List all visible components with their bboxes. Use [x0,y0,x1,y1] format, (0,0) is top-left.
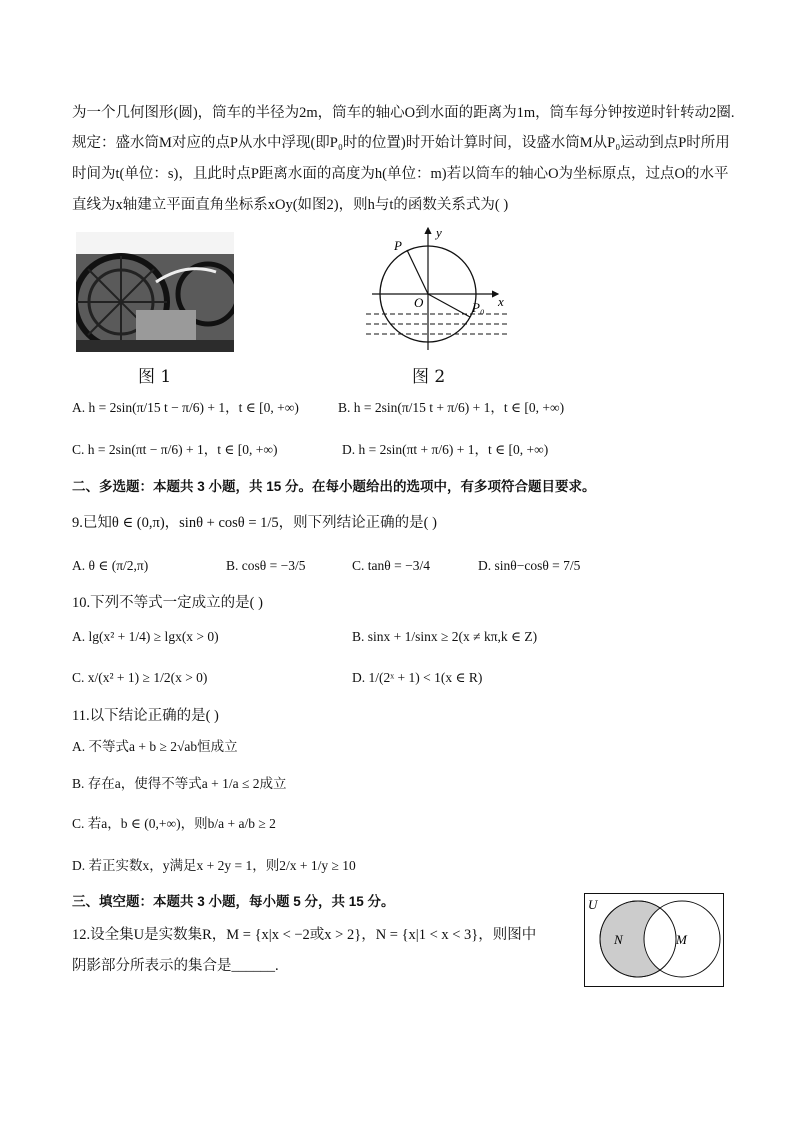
venn-label-U: U [588,897,598,912]
problem8-line2: 规定：盛水筒M对应的点P从水中浮现(即P₀时的位置)时开始计算时间，设盛水筒M从P₀运动到点P时所用 [72,135,730,151]
figure2-diagram [366,226,508,352]
q11-option-c: C. 若a，b ∈ (0,+∞)，则b/a + a/b ≥ 2 [72,816,276,831]
label-y: y [436,226,442,240]
q11-option-a: A. 不等式a + b ≥ 2√ab恒成立 [72,739,238,754]
q12-line2: 阴影部分所表示的集合是______. [72,958,279,974]
problem8-option-d: D. h = 2sin(πt + π/6) + 1，t ∈ [0, +∞) [342,442,549,457]
q11-stem: 11.以下结论正确的是( ) [72,708,219,724]
label-P: P [394,238,402,253]
venn-diagram [584,893,724,987]
problem8-option-a: A. h = 2sin(π/15 t − π/6) + 1，t ∈ [0, +∞) [72,400,299,415]
venn-label-M: M [676,932,687,947]
q10-option-a: A. lg(x² + 1/4) ≥ lgx(x > 0) [72,629,219,644]
q9-stem: 9.已知θ ∈ (0,π)，sinθ + cosθ = 1/5，则下列结论正确的是( ) [72,515,437,531]
figure1-caption: 图 1 [138,367,172,387]
q9-option-d: D. sinθ−cosθ = 7/5 [478,558,581,573]
q9-option-c: C. tanθ = −3/4 [352,558,430,573]
q11-option-b: B. 存在a，使得不等式a + 1/a ≤ 2成立 [72,776,287,791]
problem8-line4: 直线为x轴建立平面直角坐标系xOy(如图2)，则h与t的函数关系式为( ) [72,197,509,213]
figure2-caption: 图 2 [412,367,446,387]
q9-option-a: A. θ ∈ (π/2,π) [72,558,149,573]
problem8-line3: 时间为t(单位：s)，且此时点P距离水面的高度为h(单位：m)若以筒车的轴心O为坐标原点，过点O的水平 [72,166,729,182]
problem8-option-c: C. h = 2sin(πt − π/6) + 1，t ∈ [0, +∞) [72,442,278,457]
q9-option-b: B. cosθ = −3/5 [226,558,306,573]
section3-heading: 三、填空题：本题共 3 小题，每小题 5 分，共 15 分。 [72,894,395,909]
label-x: x [498,294,504,309]
q11-option-d: D. 若正实数x，y满足x + 2y = 1，则2/x + 1/y ≥ 10 [72,858,356,873]
waterwheel-photo [76,232,234,352]
label-O: O [414,295,424,310]
q10-option-b: B. sinx + 1/sinx ≥ 2(x ≠ kπ,k ∈ Z) [352,629,538,644]
q10-option-c: C. x/(x² + 1) ≥ 1/2(x > 0) [72,670,208,685]
label-P0: P₀ [472,300,485,315]
venn-label-N: N [614,932,623,947]
problem8-option-b: B. h = 2sin(π/15 t + π/6) + 1，t ∈ [0, +∞) [338,400,565,415]
problem8-line1: 为一个几何图形(圆)，筒车的半径为2m，筒车的轴心O到水面的距离为1m，筒车每分钟按逆时针转动2圈. [72,105,735,121]
q10-stem: 10.下列不等式一定成立的是( ) [72,595,263,611]
q12-line1: 12.设全集U是实数集R，M = {x|x < −2或x > 2}，N = {x|1 < x < 3}，则图中 [72,927,537,943]
q10-option-d: D. 1/(2ˣ + 1) < 1(x ∈ R) [352,670,483,685]
section2-heading: 二、多选题：本题共 3 小题，共 15 分。在每小题给出的选项中，有多项符合题目要求。 [72,479,596,494]
